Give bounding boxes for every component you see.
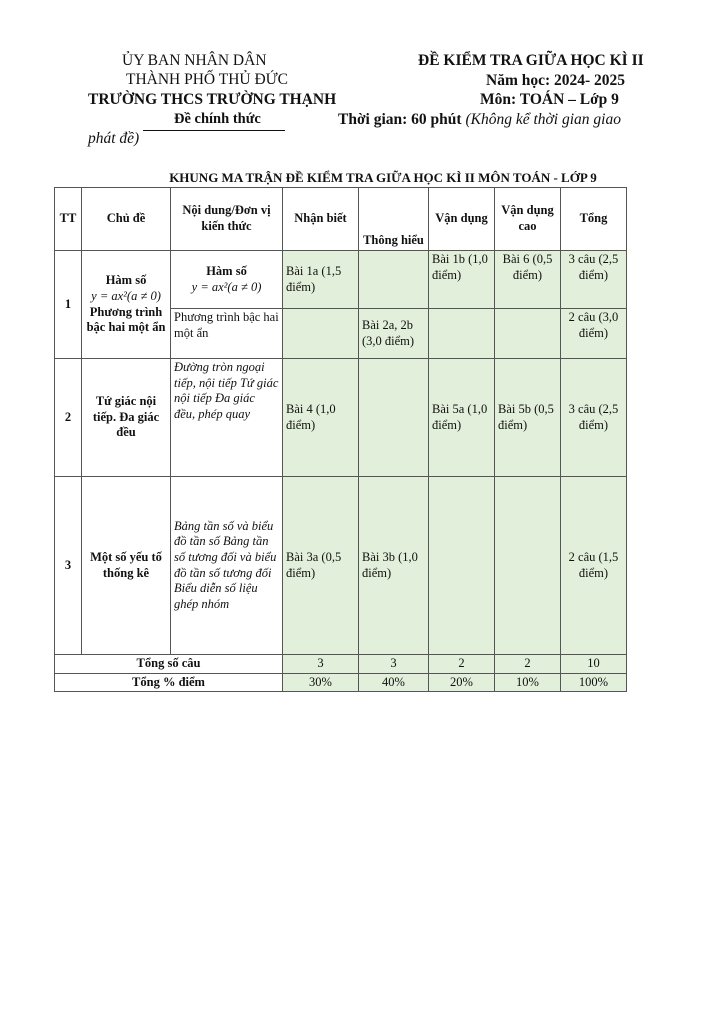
time-label: Thời gian: 60 phút (338, 111, 462, 128)
nhan-biet-cell (283, 309, 359, 359)
van-dung-cao-cell (495, 477, 561, 655)
table-row (55, 251, 627, 309)
total-cell: 2 câu (3,0 điểm) (561, 309, 627, 359)
col-topic: Chủ đề (82, 188, 171, 251)
row-number: 1 (55, 251, 82, 359)
topic-name: Một số yếu tố thống kê (82, 477, 171, 655)
content-cell: Bảng tần số và biểu đồ tần số Bảng tần số tương đối và biểu đồ tần số tương đối Biểu diễn số liệu ghép nhóm (171, 477, 283, 655)
nhan-biet-cell: Bài 4 (1,0 điểm) (283, 359, 359, 477)
exam-title: ĐỀ KIỂM TRA GIỮA HỌC KÌ II (418, 52, 644, 69)
time-note: (Không kể thời gian giao (465, 111, 621, 128)
table-row (55, 477, 627, 655)
total-count-value: 2 (429, 655, 495, 674)
total-count-value: 2 (495, 655, 561, 674)
subject-grade: Môn: TOÁN – Lớp 9 (480, 91, 619, 108)
total-count-label: Tổng số câu (55, 655, 283, 674)
topic-formula: y = ax²(a ≠ 0) (91, 288, 161, 303)
total-count-value: 3 (359, 655, 429, 674)
time-note-cont: phát đề) (88, 130, 140, 147)
total-pct-value: 100% (561, 673, 627, 692)
school-name: TRƯỜNG THCS TRƯỜNG THẠNH (88, 91, 337, 108)
table-row (55, 359, 627, 477)
topic-cell (82, 251, 171, 359)
content-cell: Phương trình bậc hai một ẩn (171, 309, 283, 359)
thong-hieu-cell: Bài 2a, 2b (3,0 điểm) (359, 309, 429, 359)
content-name: Hàm số (206, 263, 247, 278)
time-line (338, 111, 621, 129)
total-cell: 2 câu (1,5 điểm) (561, 477, 627, 655)
authority-name: ỦY BAN NHÂN DÂN (122, 52, 267, 69)
nhan-biet-cell: Bài 3a (0,5 điểm) (283, 477, 359, 655)
content-cell (171, 251, 283, 309)
city-name: THÀNH PHỐ THỦ ĐỨC (126, 71, 289, 88)
van-dung-cell (429, 309, 495, 359)
topic-name: Hàm số (105, 273, 147, 288)
col-van-dung: Vận dụng (429, 188, 495, 251)
thong-hieu-cell: Bài 3b (1,0 điểm) (359, 477, 429, 655)
van-dung-cell (429, 477, 495, 655)
row-number: 2 (55, 359, 82, 477)
total-pct-row (55, 673, 627, 692)
row-number: 3 (55, 477, 82, 655)
topic-name: Tứ giác nội tiếp. Đa giác đều (82, 359, 171, 477)
school-year: Năm học: 2024- 2025 (486, 72, 626, 89)
total-pct-value: 30% (283, 673, 359, 692)
header-row (55, 188, 627, 251)
van-dung-cao-cell (495, 309, 561, 359)
official-label: Đề chính thức (174, 111, 261, 127)
col-tt: TT (55, 188, 82, 251)
col-nhan-biet: Nhận biết (283, 188, 359, 251)
content-formula: y = ax²(a ≠ 0) (191, 279, 262, 294)
nhan-biet-cell: Bài 1a (1,5 điểm) (283, 251, 359, 309)
total-pct-value: 40% (359, 673, 429, 692)
col-content: Nội dung/Đơn vị kiến thức (171, 188, 283, 251)
col-van-dung-cao: Vận dụng cao (495, 188, 561, 251)
thong-hieu-cell (359, 359, 429, 477)
total-pct-value: 20% (429, 673, 495, 692)
thong-hieu-cell (359, 251, 429, 309)
van-dung-cao-cell: Bài 5b (0,5 điểm) (495, 359, 561, 477)
content-cell: Đường tròn ngoại tiếp, nội tiếp Tứ giác nội tiếp Đa giác đều, phép quay (171, 359, 283, 477)
total-cell: 3 câu (2,5 điểm) (561, 251, 627, 309)
table-title: KHUNG MA TRẬN ĐỀ KIỂM TRA GIỮA HỌC KÌ II MÔN TOÁN - LỚP 9 (169, 170, 597, 185)
col-tong: Tổng (561, 188, 627, 251)
total-pct-label: Tổng % điểm (55, 673, 283, 692)
divider-line (143, 130, 285, 131)
van-dung-cao-cell: Bài 6 (0,5 điểm) (495, 251, 561, 309)
col-thong-hieu: Thông hiểu (359, 188, 429, 251)
topic-name-2: Phương trình bậc hai một ẩn (86, 304, 166, 335)
matrix-table (54, 187, 627, 692)
van-dung-cell: Bài 1b (1,0 điểm) (429, 251, 495, 309)
total-count-value: 3 (283, 655, 359, 674)
total-pct-value: 10% (495, 673, 561, 692)
total-count-row (55, 655, 627, 674)
total-cell: 3 câu (2,5 điểm) (561, 359, 627, 477)
van-dung-cell: Bài 5a (1,0 điểm) (429, 359, 495, 477)
total-count-value: 10 (561, 655, 627, 674)
